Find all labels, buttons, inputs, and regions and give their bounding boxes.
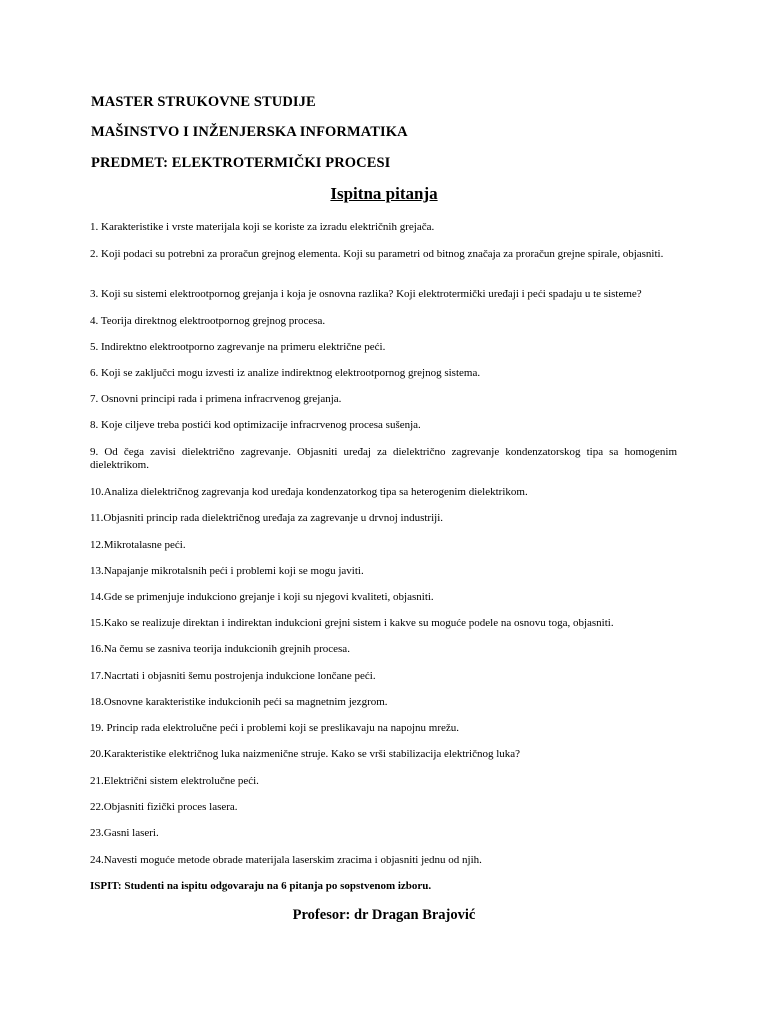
question-item: 17.Nacrtati i objasniti šemu postrojenja indukcione lončane peći. (90, 670, 376, 682)
document-title-text: Ispitna pitanja (330, 184, 438, 203)
professor-signature-line: Profesor: dr Dragan Brajović (292, 907, 476, 923)
document-title (0, 184, 768, 204)
question-item: 8. Koje ciljeve treba postići kod optimizacije infracrvenog procesa sušenja. (90, 419, 421, 431)
question-item: 10.Analiza dielektričnog zagrevanja kod uređaja kondenzatorkog tipa sa heterogenim dielektrikom. (90, 486, 528, 498)
question-item: 18.Osnovne karakteristike indukcionih peći sa magnetnim jezgrom. (90, 696, 388, 708)
question-item: 23.Gasni laseri. (90, 827, 159, 839)
question-item: 7. Osnovni principi rada i primena infracrvenog grejanja. (90, 393, 342, 405)
question-item: 14.Gde se primenjuje indukciono grejanje i koji su njegovi kvaliteti, objasniti. (90, 591, 434, 603)
exam-note: ISPIT: Studenti na ispitu odgovaraju na 6 pitanja po sopstvenom izboru. (90, 880, 432, 892)
question-item: 12.Mikrotalasne peći. (90, 539, 186, 551)
question-item: 22.Objasniti fizički proces lasera. (90, 801, 238, 813)
question-item: 9. Od čega zavisi dielektrično zagrevanje. Objasniti uređaj za dielektrično zagrevanje kondenzatorskog tipa sa homogenim dielektrikom. (90, 446, 677, 471)
question-item: 11.Objasniti princip rada dielektričnog uređaja za zagrevanje u drvnoj industriji. (90, 512, 443, 524)
header-department: MAŠINSTVO I INŽENJERSKA INFORMATIKA (91, 124, 408, 140)
question-item: 19. Princip rada elektrolučne peći i problemi koji se preslikavaju na napojnu mrežu. (90, 722, 459, 734)
question-item: 24.Navesti moguće metode obrade materijala laserskim zracima i objasniti jednu od njih. (90, 854, 482, 866)
header-study-program: MASTER STRUKOVNE STUDIJE (91, 94, 316, 110)
question-item: 21.Električni sistem elektrolučne peći. (90, 775, 259, 787)
question-item: 6. Koji se zaključci mogu izvesti iz analize indirektnog elektrootpornog grejnog sistema. (90, 367, 481, 379)
header-subject: PREDMET: ELEKTROTERMIČKI PROCESI (91, 155, 391, 171)
question-item: 20.Karakteristike električnog luka naizmenične struje. Kako se vrši stabilizacija električnog luka? (90, 748, 521, 760)
question-item: 2. Koji podaci su potrebni za proračun grejnog elementa. Koji su parametri od bitnog značaja za proračun grejne spirale, objasniti. (90, 248, 664, 260)
question-item: 1. Karakteristike i vrste materijala koji se koriste za izradu električnih grejača. (90, 221, 435, 233)
question-item: 4. Teorija direktnog elektrootpornog grejnog procesa. (90, 315, 326, 327)
question-item: 13.Napajanje mikrotalsnih peći i problemi koji se mogu javiti. (90, 565, 364, 577)
question-item: 5. Indirektno elektrootporno zagrevanje na primeru električne peći. (90, 341, 386, 353)
question-item: 16.Na čemu se zasniva teorija indukcionih grejnih procesa. (90, 643, 350, 655)
question-item: 3. Koji su sistemi elektrootpornog grejanja i koja je osnovna razlika? Koji elektrotermički uređaji i peći spadaju u te sisteme? (90, 288, 642, 300)
question-item: 15.Kako se realizuje direktan i indirektan indukcioni grejni sistem i kakve su moguće podele na osnovu toga, objasniti. (90, 617, 614, 629)
